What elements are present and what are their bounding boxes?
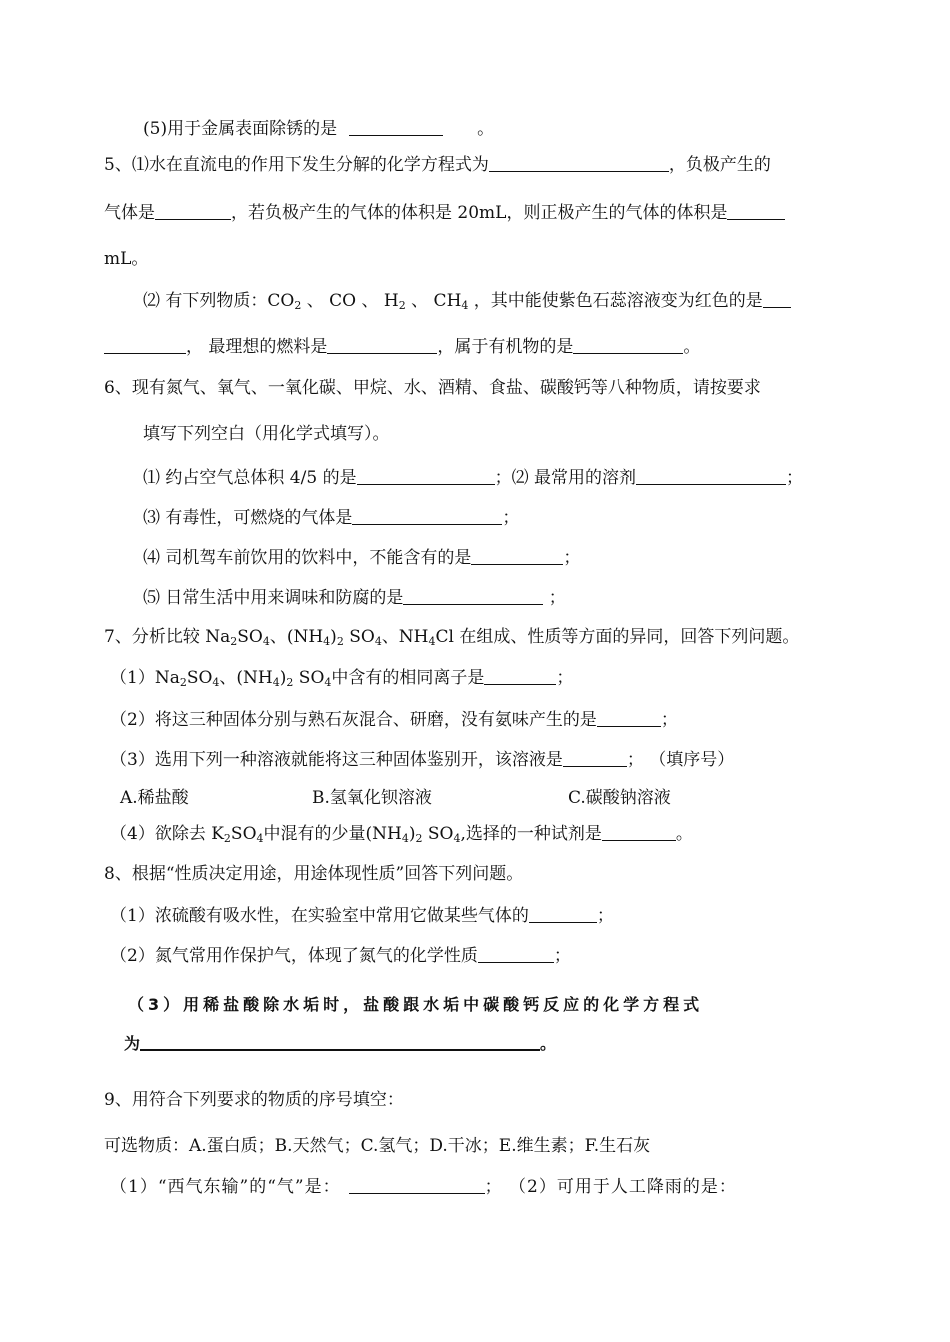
- text: SO: [237, 627, 263, 647]
- q6-item-5: [143, 587, 566, 609]
- subscript: 2: [179, 676, 187, 689]
- text: ， 最理想的燃料是: [186, 337, 328, 357]
- q6-line-1: [104, 377, 761, 399]
- subscript: 4: [374, 635, 382, 648]
- text: 5、⑴水在直流电的作用下发生分解的化学方程式为: [104, 155, 489, 175]
- text: 。: [683, 337, 701, 357]
- text: 。: [540, 1034, 557, 1053]
- answer-blank[interactable]: [349, 119, 443, 136]
- answer-blank[interactable]: [573, 337, 683, 354]
- q8-item-2: [110, 945, 571, 967]
- q7-item-1: [110, 667, 573, 689]
- option-b: B.氢氧化钡溶液: [312, 788, 432, 808]
- subscript: 4: [323, 635, 331, 648]
- text: ): [279, 668, 287, 688]
- subscript: 4: [212, 676, 220, 689]
- q9-options: [104, 1135, 650, 1157]
- answer-blank[interactable]: [327, 337, 437, 354]
- text: ； （填序号）: [626, 750, 735, 770]
- answer-blank[interactable]: [155, 203, 231, 220]
- subscript: 4: [324, 676, 332, 689]
- answer-blank[interactable]: [484, 668, 556, 685]
- text: ，属于有机物的是: [437, 337, 574, 357]
- text: SO: [293, 668, 325, 688]
- text: （1）浓硫酸有吸水性，在实验室中常用它做某些气体的: [110, 906, 529, 926]
- text: 气体是: [104, 203, 155, 223]
- answer-blank[interactable]: [636, 468, 786, 485]
- q7-item-2: [110, 709, 678, 731]
- text: mL。: [104, 249, 149, 269]
- text: 、(NH: [269, 627, 324, 647]
- subscript: 4: [272, 676, 280, 689]
- text: ): [330, 627, 337, 647]
- text: 中含有的相同离子是: [331, 668, 485, 688]
- text: （4）欲除去 K: [110, 824, 224, 844]
- option-a: A.稀盐酸: [120, 788, 189, 808]
- text: 中混有的少量(NH: [263, 824, 402, 844]
- q7-line-1: [104, 626, 799, 648]
- text: ；: [502, 508, 520, 528]
- text: Cl 在组成、性质等方面的异同，回答下列问题。: [435, 627, 800, 647]
- q5-line-5: [104, 336, 700, 358]
- text: 可选物质：A.蛋白质；B.天然气；C.氢气；D.干冰；E.维生素；F.生石灰: [104, 1136, 651, 1156]
- text: ；: [556, 668, 574, 688]
- text: 8、根据“性质决定用途，用途体现性质”回答下列问题。: [104, 864, 524, 884]
- q7-options: [120, 787, 671, 809]
- subscript: 2: [223, 832, 231, 845]
- subscript: 4: [401, 832, 409, 845]
- answer-blank[interactable]: [471, 548, 563, 565]
- text: ): [408, 824, 416, 844]
- text: ,选择的一种试剂是: [460, 824, 602, 844]
- text: ；⑵ 最常用的溶剂: [494, 468, 636, 488]
- answer-blank[interactable]: [602, 824, 676, 841]
- text: SO: [230, 824, 257, 844]
- subscript: 4: [428, 635, 436, 648]
- q9-line-1: [104, 1089, 404, 1111]
- subscript: 2: [230, 635, 238, 648]
- text: （3）用稀盐酸除水垢时，盐酸跟水垢中碳酸钙反应的化学方程式: [128, 995, 704, 1014]
- q7-item-4: [110, 823, 693, 845]
- subscript: 4: [461, 299, 469, 312]
- text: ；: [660, 710, 678, 730]
- item-5-rust-removal: [143, 118, 494, 140]
- text: ；: [596, 906, 614, 926]
- text: ⑵ 有下列物质：CO: [143, 291, 295, 311]
- q7-item-3: [110, 749, 734, 771]
- text: （2）将这三种固体分别与熟石灰混合、研磨，没有氨味产生的是: [110, 710, 597, 730]
- q5-line-1: [104, 154, 771, 176]
- subscript: 2: [294, 299, 302, 312]
- text: 、 CH: [405, 291, 462, 311]
- text: ，其中能使紫色石蕊溶液变为红色的是: [468, 291, 763, 311]
- subscript: 2: [286, 676, 294, 689]
- answer-blank[interactable]: [489, 155, 669, 172]
- text: SO: [422, 824, 454, 844]
- answer-blank[interactable]: [597, 710, 661, 727]
- text: 7、分析比较 Na: [104, 627, 231, 647]
- subscript: 4: [256, 832, 264, 845]
- q5-line-2: [104, 202, 785, 224]
- text: 、NH: [381, 627, 429, 647]
- text: ⑷ 司机驾车前饮用的饮料中，不能含有的是: [143, 548, 472, 568]
- text: ；: [553, 946, 571, 966]
- text: 为: [124, 1034, 141, 1053]
- q5-line-4: [143, 290, 791, 312]
- text: （1）“西气东输”的“气”是：: [110, 1177, 341, 1197]
- text: ⑸ 日常生活中用来调味和防腐的是: [143, 588, 404, 608]
- text: ；: [563, 548, 581, 568]
- q8-item-3-cont: [124, 1033, 556, 1055]
- q6-line-2: [143, 423, 390, 445]
- text: 、 CO 、 H: [301, 291, 399, 311]
- text: （1）Na: [110, 668, 180, 688]
- text: ，负极产生的: [668, 155, 771, 175]
- text: 9、用符合下列要求的物质的序号填空：: [104, 1090, 404, 1110]
- answer-blank[interactable]: [357, 468, 495, 485]
- text: ⑴ 约占空气总体积 4/5 的是: [143, 468, 357, 488]
- text: ； （2）可用于人工降雨的是：: [484, 1177, 737, 1197]
- answer-blank[interactable]: [349, 1177, 485, 1194]
- answer-blank[interactable]: [727, 203, 785, 220]
- answer-blank[interactable]: [104, 337, 186, 354]
- subscript: 4: [262, 635, 270, 648]
- answer-blank[interactable]: [403, 588, 543, 605]
- text: SO: [186, 668, 213, 688]
- q6-item-4: [143, 547, 580, 569]
- text: 。: [675, 824, 693, 844]
- text: ⑶ 有毒性，可燃烧的气体是: [143, 508, 353, 528]
- option-c: C.碳酸钠溶液: [568, 788, 671, 808]
- q6-item-3: [143, 507, 519, 529]
- q8-line-1: [104, 863, 523, 885]
- text: ；: [785, 468, 803, 488]
- text: 、(NH: [219, 668, 273, 688]
- q6-item-1-2: [143, 467, 803, 489]
- answer-blank[interactable]: [563, 750, 627, 767]
- text: 填写下列空白（用化学式填写）。: [143, 424, 390, 444]
- q9-item-1-2: [110, 1176, 737, 1198]
- answer-blank[interactable]: [763, 291, 791, 308]
- text: 6、现有氮气、氧气、一氧化碳、甲烷、水、酒精、食盐、碳酸钙等八种物质，请按要求: [104, 378, 761, 398]
- text: SO: [343, 627, 375, 647]
- q8-item-3: [128, 994, 703, 1016]
- subscript: 2: [398, 299, 406, 312]
- subscript: 2: [415, 832, 423, 845]
- text: （3）选用下列一种溶液就能将这三种固体鉴别开，该溶液是: [110, 750, 563, 770]
- text: 。: [477, 119, 495, 139]
- subscript: 4: [453, 832, 461, 845]
- text: (5)用于金属表面除锈的是: [143, 119, 338, 139]
- text: （2）氮气常用作保护气，体现了氮气的化学性质: [110, 946, 478, 966]
- answer-blank[interactable]: [478, 946, 554, 963]
- text: ；: [543, 588, 566, 608]
- answer-blank[interactable]: [352, 508, 502, 525]
- text: ，若负极产生的气体的体积是 20mL，则正极产生的气体的体积是: [231, 203, 728, 223]
- q5-line-3: [104, 248, 148, 270]
- subscript: 2: [336, 635, 344, 648]
- answer-blank[interactable]: [529, 906, 597, 923]
- q8-item-1: [110, 905, 614, 927]
- answer-blank[interactable]: [140, 1033, 540, 1051]
